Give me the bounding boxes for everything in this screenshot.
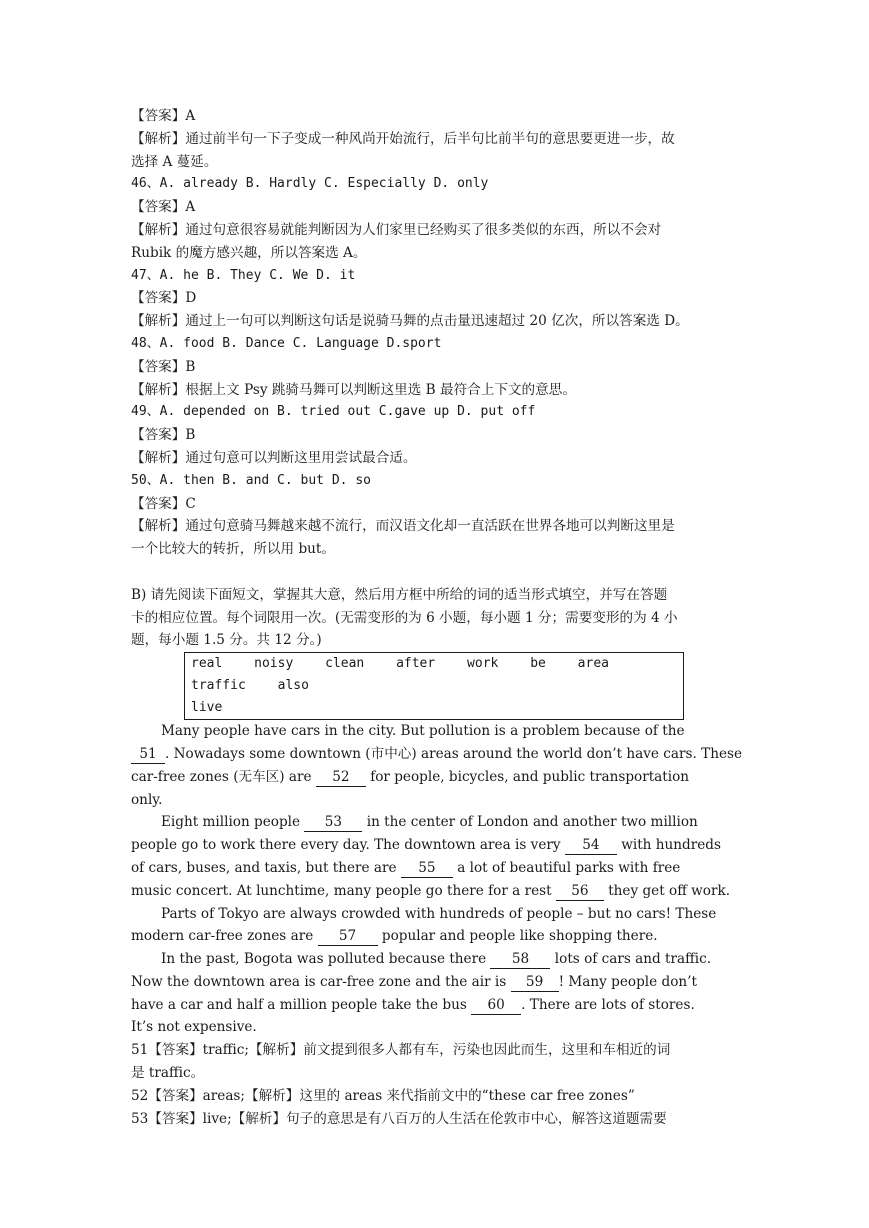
passage-text: Eight million people	[161, 814, 305, 831]
word-box-word: live	[191, 700, 223, 716]
passage-text: car-free zones (无车区) are	[131, 768, 316, 785]
word-box-word: also	[277, 678, 309, 694]
explanation-line: 【答案】A	[131, 108, 196, 124]
question-options-line: 46、A. already B. Hardly C. Especially D. only	[131, 176, 489, 192]
answer-explanations	[131, 105, 739, 561]
blank-51: 51	[131, 746, 165, 764]
explanation-line: 【答案】D	[131, 290, 197, 307]
passage-line	[131, 994, 739, 1017]
word-box-word: work	[467, 656, 499, 672]
explanation-line: 【解析】通过句意骑马舞越来越不流行，而汉语文化却一直活跃在世界各地可以判断这里是	[131, 518, 675, 535]
explanation-line: 【解析】通过前半句一下子变成一种风尚开始流行，后半句比前半句的意思要更进一步，故	[131, 130, 675, 147]
question-options-line: 49、A. depended on B. tried out C.gave up D. put off	[131, 404, 536, 420]
blank-54: 54	[565, 837, 617, 855]
passage-text: music concert. At lunchtime, many people go there for a rest	[131, 882, 556, 899]
passage-text: a lot of beautiful parks with free	[452, 859, 681, 876]
passage-text: have a car and half a million people take the bus	[131, 996, 472, 1013]
passage-text: Now the downtown area is car-free zone and the air is	[131, 973, 511, 990]
question-options-line: 47、A. he B. They C. We D. it	[131, 267, 356, 283]
passage-text: for people, bicycles, and public transportation	[365, 768, 690, 785]
explanation-line: Rubik 的魔方感兴趣，所以答案选 A。	[131, 244, 367, 261]
word-box	[184, 652, 684, 720]
blank-53: 53	[304, 814, 362, 832]
passage-text: Many people have cars in the city. But pollution is a problem because of the	[161, 723, 685, 740]
explanation-line: 【答案】B	[131, 358, 196, 375]
passage-text: ! Many people don’t	[558, 973, 697, 990]
passage-text: they get off work.	[603, 882, 731, 899]
passage-line	[131, 743, 743, 766]
question-options-line: 50、A. then B. and C. but D. so	[131, 472, 371, 488]
passage-text: popular and people like shopping there.	[377, 928, 658, 945]
blank-59: 59	[511, 974, 559, 992]
explanation-line: 【解析】通过句意很容易就能判断因为人们家里已经购买了很多类似的东西，所以不会对	[131, 221, 662, 238]
passage-text: . Nowadays some downtown (市中心) areas around the world don’t have cars. These	[165, 745, 743, 762]
passage-line	[131, 789, 739, 812]
section-b-intro-line: 题，每小题 1.5 分。共 12 分。)	[131, 632, 322, 649]
explanation-line: 【解析】通过句意可以判断这里用尝试最合适。	[131, 449, 417, 466]
passage-text: In the past, Bogota was polluted because there	[161, 951, 491, 968]
passage-line	[131, 1016, 739, 1039]
blank-60: 60	[471, 997, 521, 1015]
blank-58: 58	[490, 951, 550, 969]
explanation-line: 【答案】A	[131, 199, 196, 216]
word-box-word: clean	[325, 656, 365, 672]
answer-line: 53【答案】live;【解析】句子的意思是有八百万的人生活在伦敦市中心，解答这道题需要	[131, 1110, 667, 1127]
passage-text: with hundreds	[616, 837, 721, 854]
blank-57: 57	[318, 928, 378, 946]
word-box-word: real	[191, 656, 223, 672]
document-content	[131, 105, 743, 1130]
word-box-word: be	[530, 656, 546, 672]
explanation-line: 【解析】通过上一句可以判断这句话是说骑马舞的点击量迅速超过 20 亿次，所以答案选 D。	[131, 313, 689, 330]
passage	[131, 720, 743, 1039]
blank-56: 56	[556, 883, 604, 901]
passage-line	[131, 834, 739, 857]
word-box-word: area	[577, 656, 609, 672]
explanation-line: 【答案】C	[131, 495, 196, 512]
answer-line: 是 traffic。	[131, 1065, 205, 1082]
spacer	[131, 561, 739, 584]
passage-text: only.	[131, 791, 163, 808]
passage-line	[131, 903, 739, 926]
passage-line	[131, 766, 739, 789]
section-b-intro-line: B) 请先阅读下面短文，掌握其大意，然后用方框中所给的词的适当形式填空，并写在答题	[131, 586, 668, 603]
passage-text: of cars, buses, and taxis, but there are	[131, 859, 401, 876]
passage-line	[131, 971, 739, 994]
passage-line	[131, 880, 739, 903]
passage-line	[131, 811, 739, 834]
passage-text: modern car-free zones are	[131, 928, 318, 945]
question-options-line: 48、A. food B. Dance C. Language D.sport	[131, 335, 442, 351]
explanation-line: 【解析】根据上文 Psy 跳骑马舞可以判断这里选 B 最符合上下文的意思。	[131, 381, 576, 398]
blank-55: 55	[401, 860, 453, 878]
answer-line: 51【答案】traffic;【解析】前文提到很多人都有车，污染也因此而生，这里和车相近的词	[131, 1042, 671, 1059]
passage-text: It’s not expensive.	[131, 1019, 257, 1036]
passage-line	[131, 857, 739, 880]
section-b-intro-line: 卡的相应位置。每个词限用一次。(无需变形的为 6 小题，每小题 1 分；需要变形的为 4 小	[131, 609, 678, 626]
passage-text: Parts of Tokyo are always crowded with hundreds of people – but no cars! These	[161, 905, 717, 922]
passage-text: people go to work there every day. The downtown area is very	[131, 837, 565, 854]
passage-line	[131, 925, 739, 948]
answer-line: 52【答案】areas;【解析】这里的 areas 来代指前文中的“these car free zones”	[131, 1087, 635, 1104]
explanation-line: 一个比较大的转折，所以用 but。	[131, 541, 335, 558]
word-box-word: traffic	[191, 678, 246, 694]
blank-52: 52	[316, 769, 366, 787]
passage-text: . There are lots of stores.	[521, 996, 695, 1013]
passage-line	[131, 948, 739, 971]
passage-line	[131, 720, 739, 743]
explanation-line: 选择 A 蔓延。	[131, 153, 218, 170]
section-b-intro	[131, 584, 739, 652]
word-box-word: noisy	[254, 656, 294, 672]
explanation-line: 【答案】B	[131, 427, 196, 444]
passage-text: in the center of London and another two million	[362, 814, 698, 831]
word-box-word: after	[396, 656, 436, 672]
passage-answers	[131, 1039, 739, 1130]
passage-text: lots of cars and traffic.	[550, 951, 712, 968]
